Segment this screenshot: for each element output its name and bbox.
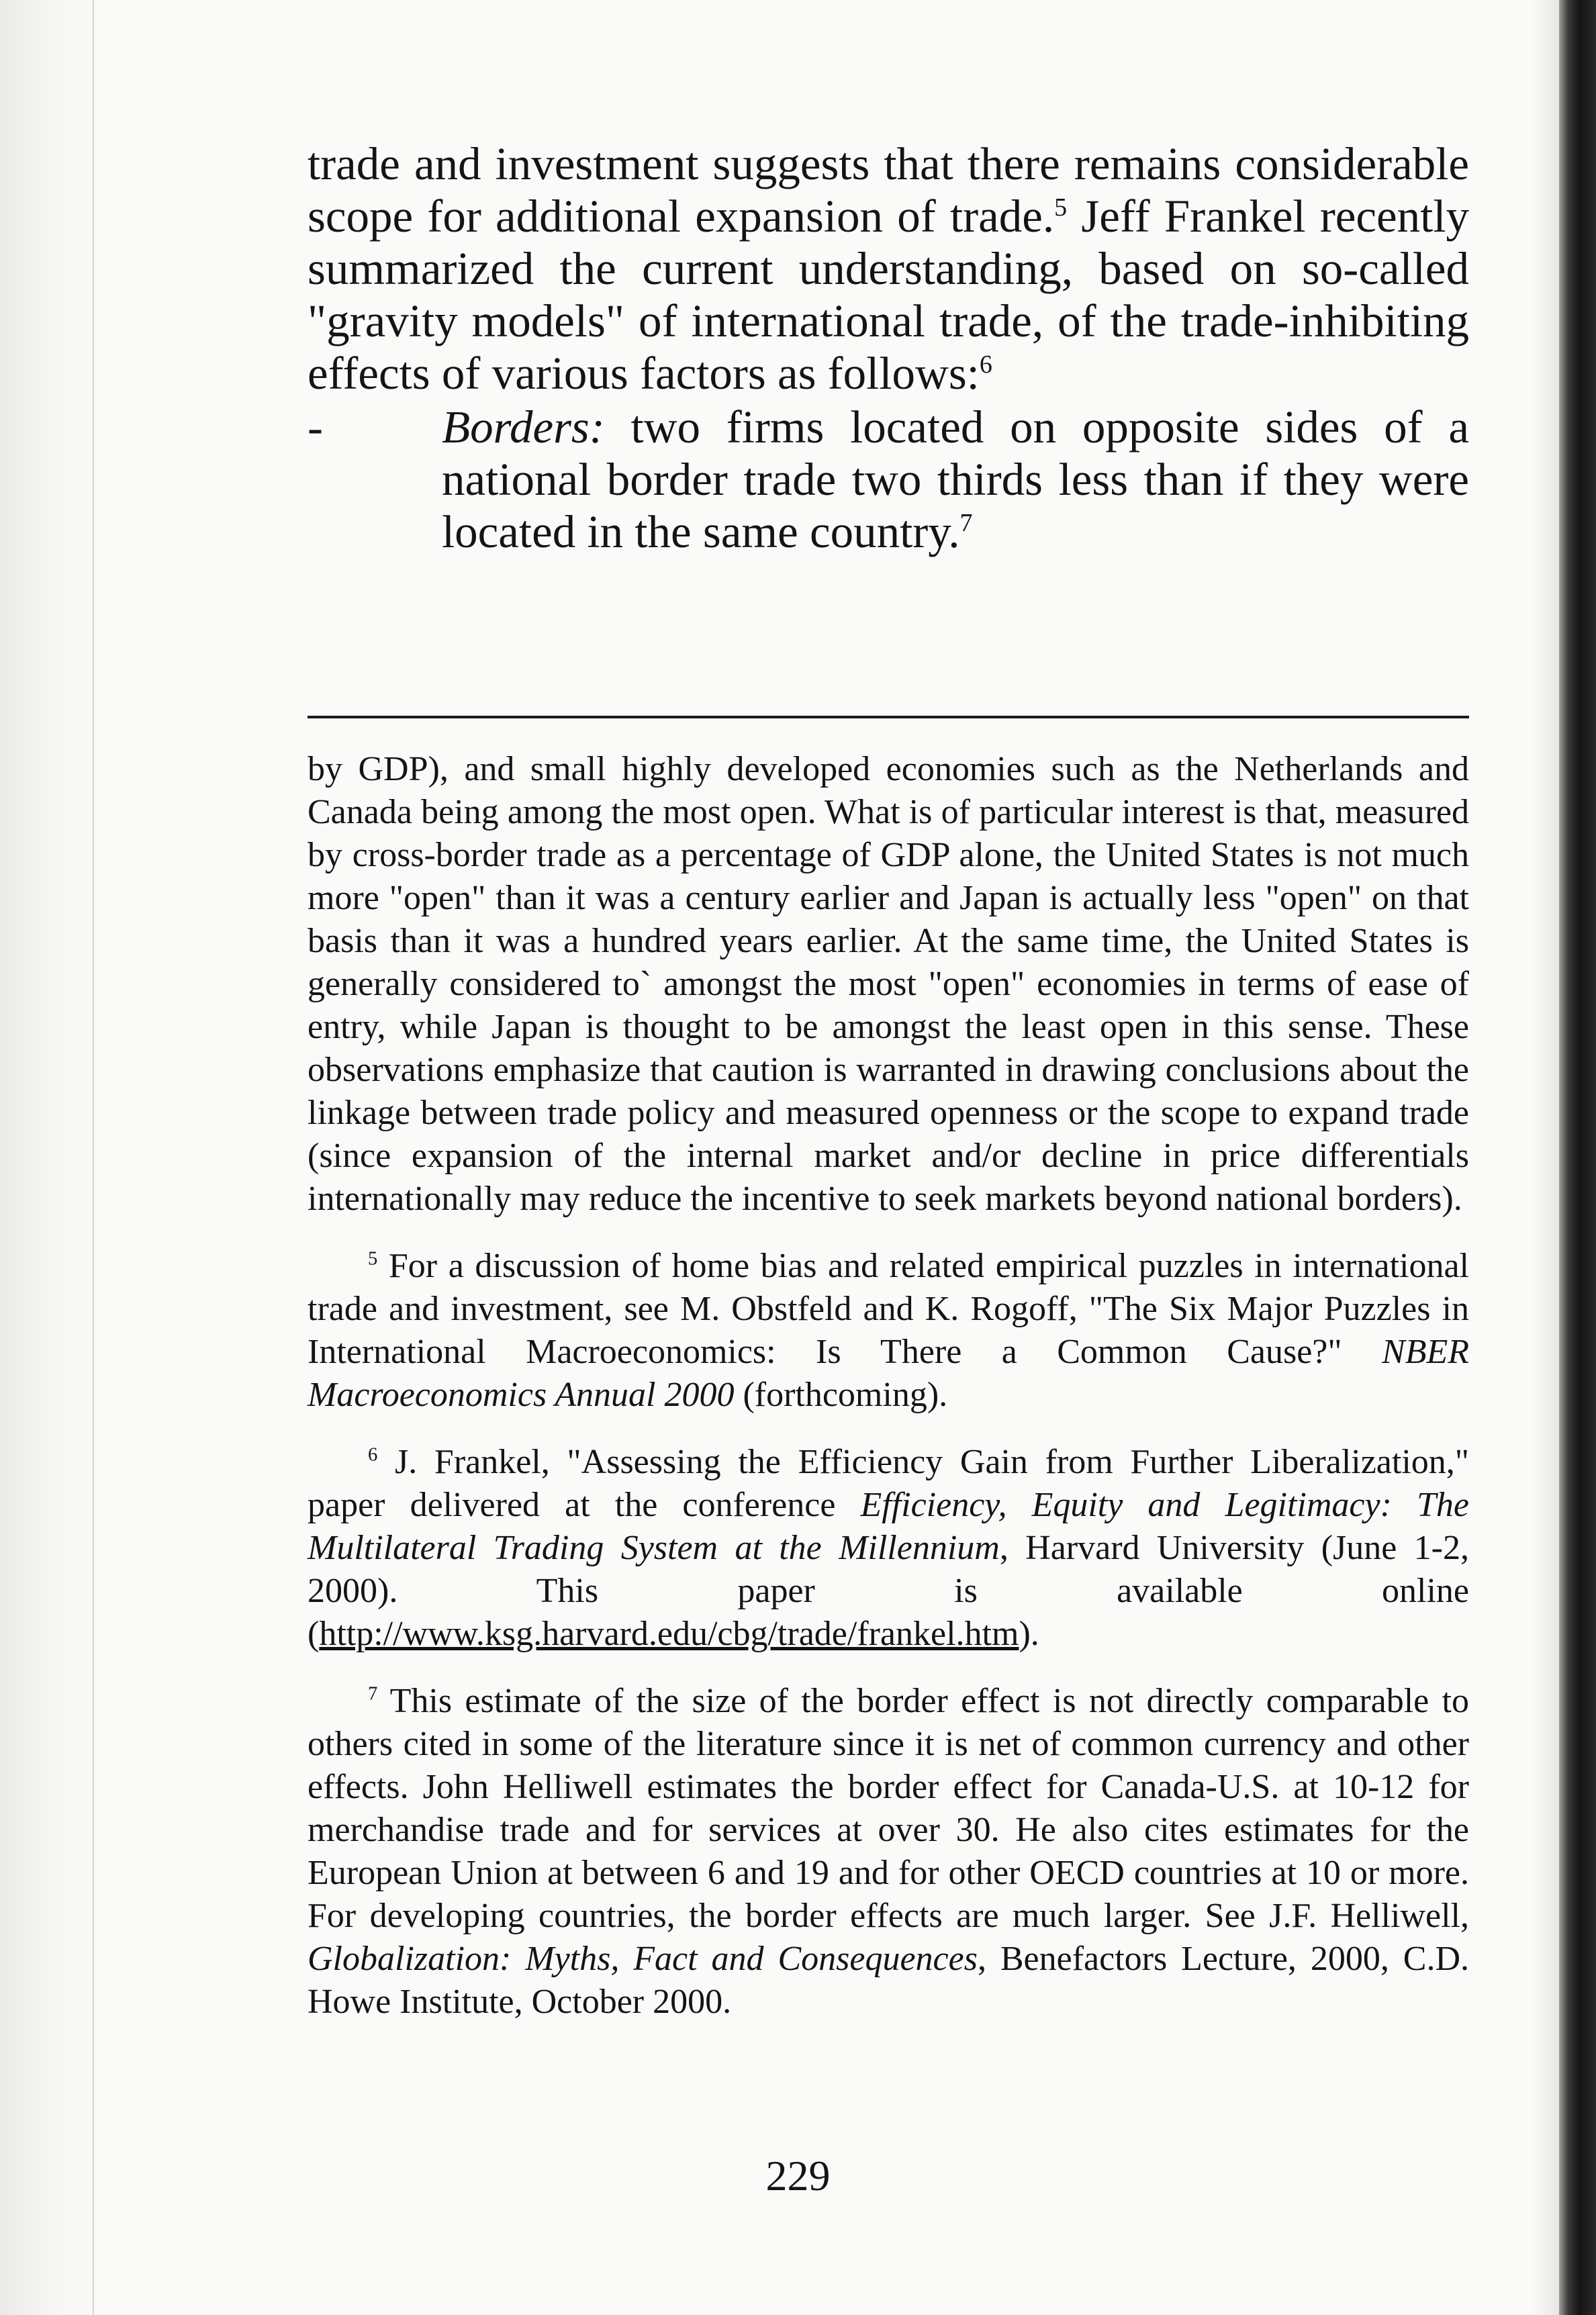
footnote-italic-title: NBER Macroeconomics Annual 2000 (308, 1333, 1469, 1414)
footnote-text: (forthcoming). (734, 1376, 948, 1414)
footnote-5 (308, 1245, 1469, 1417)
bullet-dash: - (308, 401, 323, 453)
bullet-label: Borders: (442, 401, 605, 453)
page-number: 229 (765, 2152, 831, 2200)
page-left-edge-line (93, 0, 94, 2315)
footnote-number: 5 (368, 1248, 378, 1270)
bullet-text (442, 401, 1469, 558)
footnote-text: , Harvard University (June 1-2, 2000). This paper is available online ( (308, 1529, 1469, 1653)
footnote-text: This estimate of the size of the border effect is not directly comparable to others cited in some of the literature since it is net of common currency and other effects. John Helliwell estimates the border effect for Canada-U.S. at 10-12 for merchandise trade and for services at over 30. He also cites estimates for the European Union at between 6 and 19 and for other OECD countries at 10 or more. For developing countries, the border effects are much larger. See J.F. Helliwell, (308, 1682, 1469, 1935)
footnote-text: For a discussion of home bias and related empirical puzzles in international trade and investment, see M. Obstfeld and K. Rogoff, "The Six Major Puzzles in International Macroeconomics: Is There a Common Cause?" (308, 1247, 1469, 1371)
footnote-number: 6 (368, 1444, 378, 1466)
intro-paragraph (308, 138, 1469, 399)
bullet-body: two firms located on opposite sides of a national border trade two thirds less than if they were located in the same country. (442, 401, 1469, 557)
main-text (308, 138, 1469, 558)
footnote-7 (308, 1680, 1469, 2024)
footnote-ref-7[interactable]: 7 (959, 509, 973, 537)
footnote-ref-5[interactable]: 5 (1054, 193, 1068, 222)
footnotes (308, 748, 1469, 2024)
footnote-number: 7 (368, 1683, 378, 1705)
footnote-url-link[interactable]: http://www.ksg.harvard.edu/cbg/trade/frankel.htm (319, 1615, 1019, 1653)
footnote-continued: by GDP), and small highly developed economies such as the Netherlands and Canada being among the most open. What is of particular interest is that, measured by cross-border trade as a percentage of GDP alone, the United States is not much more "open" than it was a century earlier and Japan is actually less "open" on that basis than it was a hundred years earlier. At the same time, the United States is generally considered to` amongst the most "open" economies in terms of ease of entry, while Japan is thought to be amongst the least open in this sense. These observations emphasize that caution is warranted in drawing conclusions about the linkage between trade policy and measured openness or the scope to expand trade (since expansion of the internal market and/or decline in price differentials internationally may reduce the incentive to seek markets beyond national borders). (308, 750, 1469, 1218)
binding-shadow (1532, 0, 1559, 2315)
book-binding-edge (1559, 0, 1596, 2315)
footnote-italic-title: Efficiency, Equity and Legitimacy: The Multilateral Trading System at the Millennium (308, 1486, 1469, 1567)
footnote-text: ). (1019, 1615, 1039, 1653)
footnote-ref-6[interactable]: 6 (979, 350, 992, 379)
footnote-6 (308, 1441, 1469, 1656)
page-left-margin-shade (0, 0, 101, 2315)
footnote-separator (308, 716, 1469, 718)
intro-text-part1: trade and investment suggests that there remains considerable scope for additional expansion of trade. (308, 138, 1469, 242)
intro-text-part2: Jeff Frankel recently summarized the current understanding, based on so-called "gravity models" of international trade, of the trade-inhibiting effects of various factors as follows: (308, 191, 1470, 399)
footnote-italic-title: Globalization: Myths, Fact and Consequences (308, 1940, 978, 1978)
page-content (308, 138, 1469, 2024)
bullet-item-borders (308, 401, 1469, 558)
footnote-text: J. Frankel, "Assessing the Efficiency Gain from Further Liberalization," paper delivered at the conference (308, 1443, 1469, 1524)
footnote-text: , Benefactors Lecture, 2000, C.D. Howe Institute, October 2000. (308, 1940, 1469, 2021)
